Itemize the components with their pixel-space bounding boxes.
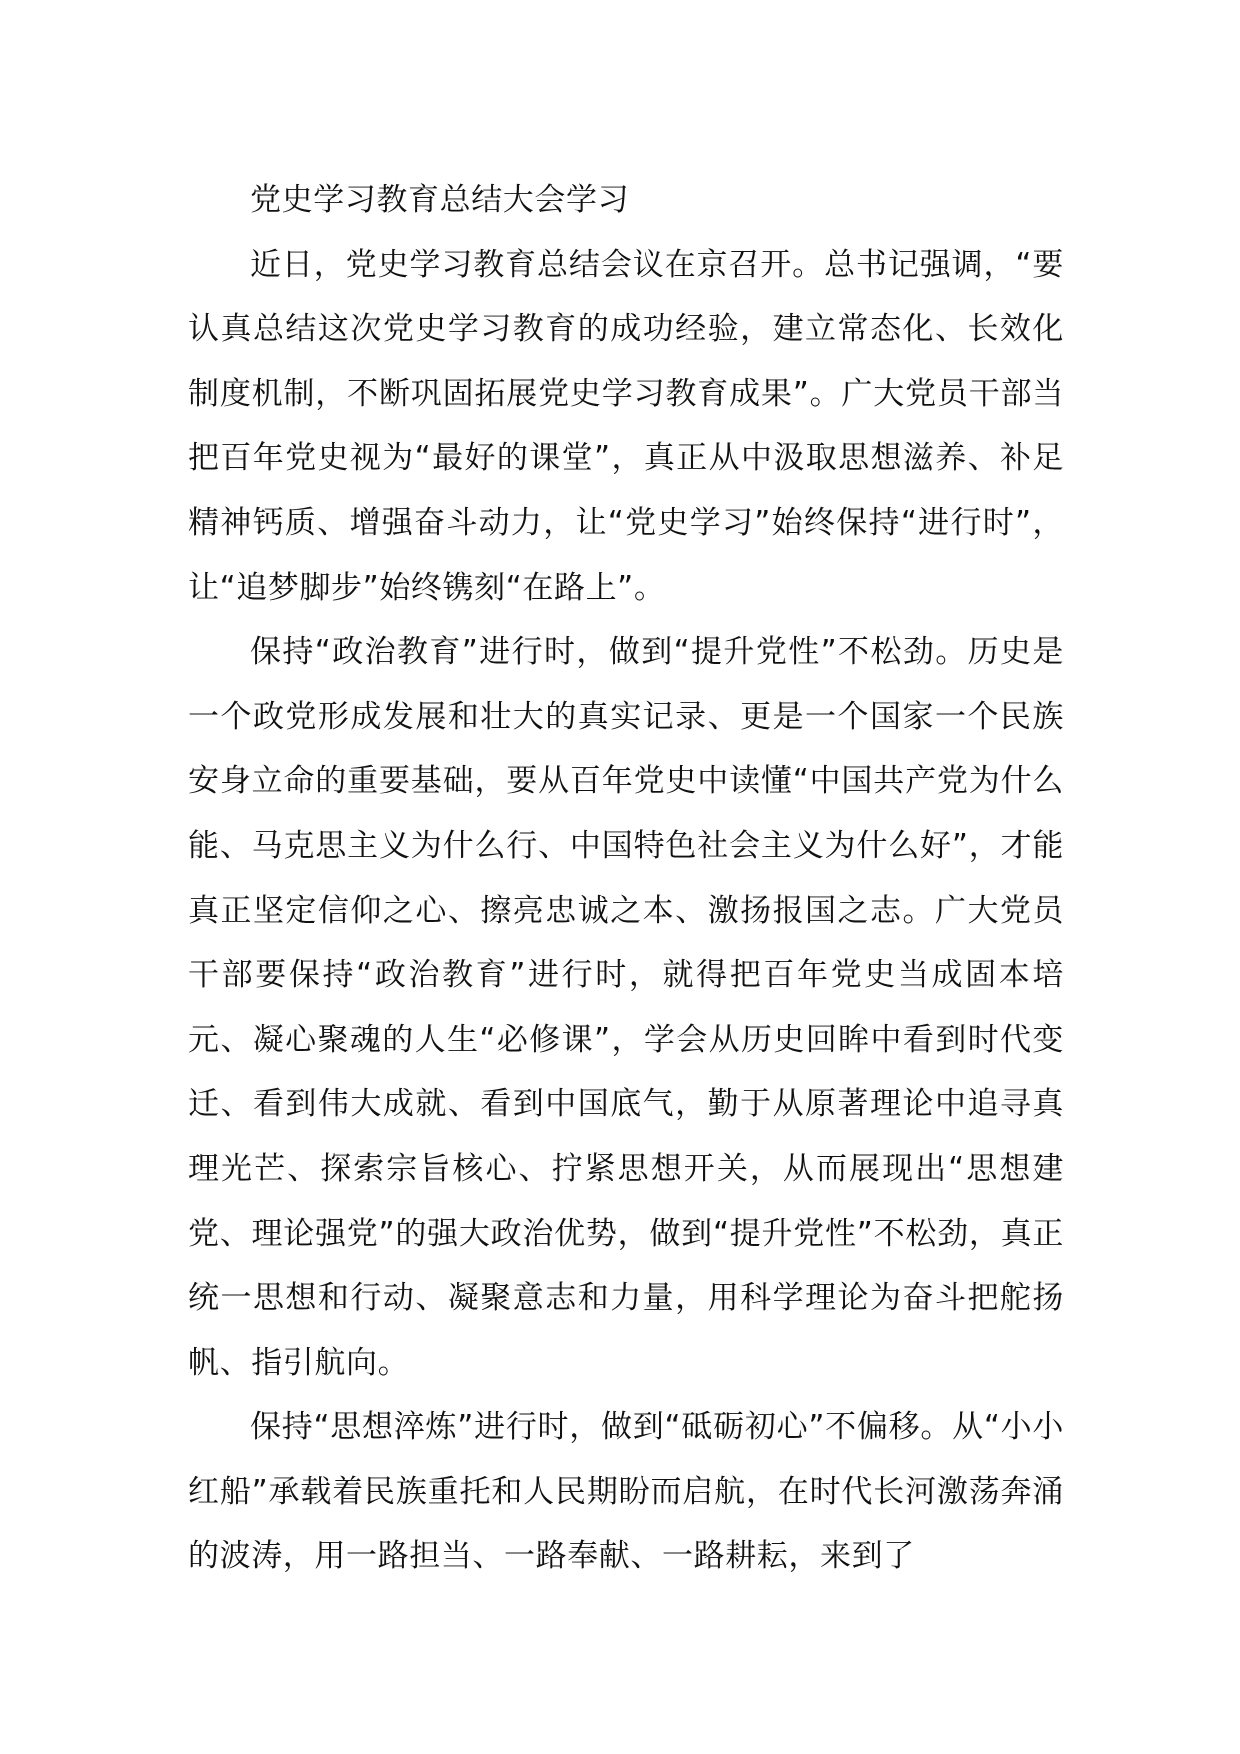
paragraph-political-education: 保持“政治教育”进行时，做到“提升党性”不松劲。历史是一个政党形成发展和壮大的真实记录、更是一个国家一个民族安身立命的重要基础，要从百年党史中读懂“中国共产党为什么能、马克思主义为什么行、中国特色社会主义为什么好”，才能真正坚定信仰之心、擦亮忠诚之本、激扬报国之志。广大党员干部要保持“政治教育”进行时，就得把百年党史当成固本培元、凝心聚魂的人生“必修课”，学会从历史回眸中看到时代变迁、看到伟大成就、看到中国底气，勤于从原著理论中追寻真理光芒、探索宗旨核心、拧紧思想开关，从而展现出“思想建党、理论强党”的强大政治优势，做到“提升党性”不松劲，真正统一思想和行动、凝聚意志和力量，用科学理论为奋斗把舵扬帆、指引航向。 <box>188 634 1065 1381</box>
document-title: 党史学习教育总结大会学习 <box>250 182 630 218</box>
paragraph-intro: 近日，党史学习教育总结会议在京召开。总书记强调，“要认真总结这次党史学习教育的成功经验，建立常态化、长效化制度机制，不断巩固拓展党史学习教育成果”。广大党员干部当把百年党史视为“最好的课堂”，真正从中汲取思想滋养、补足精神钙质、增强奋斗动力，让“党史学习”始终保持“进行时”，让“追梦脚步”始终镌刻“在路上”。 <box>188 246 1064 606</box>
paragraph-thought-tempering: 保持“思想淬炼”进行时，做到“砥砺初心”不偏移。从“小小红船”承载着民族重托和人民期盼而启航，在时代长河激荡奔涌的波涛，用一路担当、一路奉献、一路耕耘，来到了 <box>188 1409 1064 1575</box>
document-body <box>188 168 1064 1589</box>
